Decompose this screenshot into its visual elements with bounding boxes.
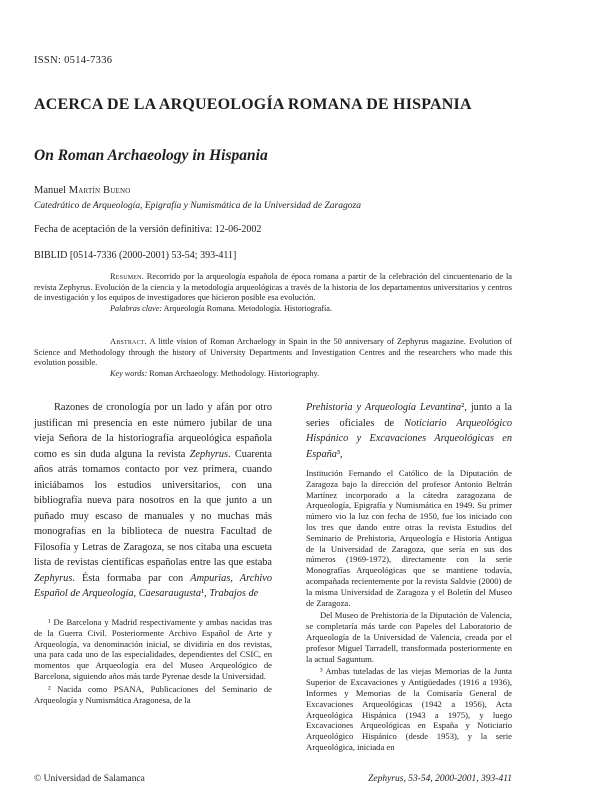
acceptance-date: Fecha de aceptación de la versión definitiva: 12-06-2002 bbox=[34, 224, 262, 235]
footnote-1: ¹ De Barcelona y Madrid respectivamente y ambas nacidas tras de la Guerra Civil. Posteriormente Archivo Español de Arte y Arqueología, va denominación inicial, se dividiría en dos revistas, una para cada uno de las especialidades, dependientes del CSIC, en momentos que Arqueología era del Museo Arqueológico de Barcelona, siguiendo años más tarde Pyrenae desde la Universidad. bbox=[34, 617, 272, 681]
footnote-1-continued: Institución Fernando el Católico de la Diputación de Zaragoza bajo la dirección del profesor Antonio Beltrán Martínez incorporado a la cátedra zaragozana de Arqueología, Epigrafía y Numismática en 1949. Su primer número vio la luz con fecha de 1950, fue los iniciado con los tres que dando entre otras la revista Estudios del Seminario de Prehistoria, Arqueología e Historia Antigua de la Universidad de Zaragoza, que sería en sus dos números (1969-1972), directamente con la serie Monografías Arqueológicas que se mantiene todavía, acompañada recientemente por la revista Saldvie (2000) de la misma Universidad de Zaragoza y el Boletín del Museo de Zaragoza. bbox=[306, 468, 512, 608]
body-left-text-c: . Ésta formaba par con bbox=[72, 572, 191, 584]
footnote-3: ³ Ambas tuteladas de las viejas Memorias de la Junta Superior de Excavaciones y Antigüedades (1916 a 1936), Informes y Memorias de la Comisaría General de Excavaciones Arqueológicas (1942 a 1956), Acta Arqueológica Hispánica (1943 a 1975), y luego Excavaciones Arqueológicas en España y Noticiario Arqueológico Hispánico (desde 1953), y la serie Arqueológica, iniciada en bbox=[306, 666, 512, 752]
biblid: BIBLID [0514-7336 (2000-2001) 53-54; 393-411] bbox=[34, 250, 237, 261]
article-title: ACERCA DE LA ARQUEOLOGÍA ROMANA DE HISPANIA bbox=[34, 96, 472, 113]
footnote-2: ² Nacida como PSANA, Publicaciones del Seminario de Arqueología y Numismática Aragonesa, de la bbox=[34, 683, 272, 705]
author-name bbox=[34, 185, 130, 196]
author-last-name: Martín Bueno bbox=[68, 185, 131, 196]
body-left-text-b: . Cuarenta años atrás tomamos contacto por vez primera, cuando iniciábamos los estudios universitarios, con una bibliografía nueva para nosotros en la que junto a un puñado muy escaso de manuales y no muchas más monografías en la biblioteca de nuestra Facultad de Filosofía y Letras de Zaragoza, se nos citaba una escueta lista de revistas científicas españolas entre las que estaba bbox=[34, 448, 272, 568]
body-left-text-e: ¹, bbox=[201, 588, 210, 599]
issn: ISSN: 0514-7336 bbox=[34, 55, 113, 66]
journal-name: Zephyrus bbox=[34, 572, 73, 584]
abstract-text: A little vision of Roman Archaelogy in Spain in the 50 anniversary of Zephyrus magazine. Evolution of Science and Methodology through the history of University Departments and Investigation Centres and the researchers who made this evolution possible. bbox=[34, 337, 512, 368]
abstract-block bbox=[34, 337, 512, 379]
resumen-keywords: Arqueología Romana. Metodología. Historiografía. bbox=[162, 303, 332, 313]
footnote-2-continued: Del Museo de Prehistoria de la Diputación de Valencia, se completaría más tarde con Papeles del Laboratorio de Arqueología de la Universidad de Valencia, creada por el profesor Miguel Tarradell, transformada posteriormente en la actual Saguntum. bbox=[306, 610, 512, 664]
footnotes-right bbox=[306, 468, 512, 755]
resumen-text: Recorrido por la arqueología española de época romana a partir de la celebración del cincuentenario de la revista Zephyrus. Evolución de la ciencia y la metodología arqueológicas a través de la historia de los departamentos universitarios y centros de investigación y los equipos de investigadores que hicieron posible esa evolución. bbox=[34, 272, 512, 303]
body-left-text-d: , bbox=[133, 588, 139, 599]
resumen-keywords-label: Palabras clave: bbox=[110, 303, 163, 313]
footer-copyright: © Universidad de Salamanca bbox=[34, 774, 145, 784]
article-subtitle: On Roman Archaeology in Hispania bbox=[34, 147, 268, 164]
journal-name: Trabajos de bbox=[209, 588, 259, 599]
body-right-text-d: ³, bbox=[336, 448, 343, 460]
body-column-right bbox=[306, 400, 512, 462]
abstract-keywords: Roman Archaeology. Methodology. Historiography. bbox=[147, 368, 320, 378]
footnotes-left bbox=[34, 617, 272, 707]
author-first-name: Manuel bbox=[34, 185, 69, 196]
footer-citation: Zephyrus, 53-54, 2000-2001, 393-411 bbox=[368, 774, 512, 784]
journal-name: Caesaraugusta bbox=[138, 588, 202, 599]
body-column-left bbox=[34, 400, 272, 602]
body-left-text-a: Razones de cronología por un lado y afán por otro justifican mi presencia en este número jubilar de una vieja Señora de la historiografía arqueológica española como es sin duda alguna la revista bbox=[34, 402, 272, 460]
journal-name: Zephyrus bbox=[189, 448, 228, 460]
body-right-text-b: ², junto a la series oficiales de bbox=[306, 402, 512, 429]
journal-name: Ampurias, Archivo Español de Arqueología bbox=[34, 572, 272, 599]
abstract-label: Abstract. bbox=[110, 337, 147, 346]
abstract-keywords-label: Key words: bbox=[110, 368, 148, 378]
journal-name: Prehistoria y Arqueología Levantina bbox=[306, 402, 462, 413]
journal-name: Noticiario Arqueológico Hispánico y Excavaciones Arqueológicas en España bbox=[306, 417, 513, 460]
resumen-block bbox=[34, 272, 512, 314]
author-affiliation: Catedrático de Arqueología, Epigrafía y Numismática de la Universidad de Zaragoza bbox=[34, 201, 361, 211]
resumen-label: Resumen. bbox=[110, 272, 144, 281]
